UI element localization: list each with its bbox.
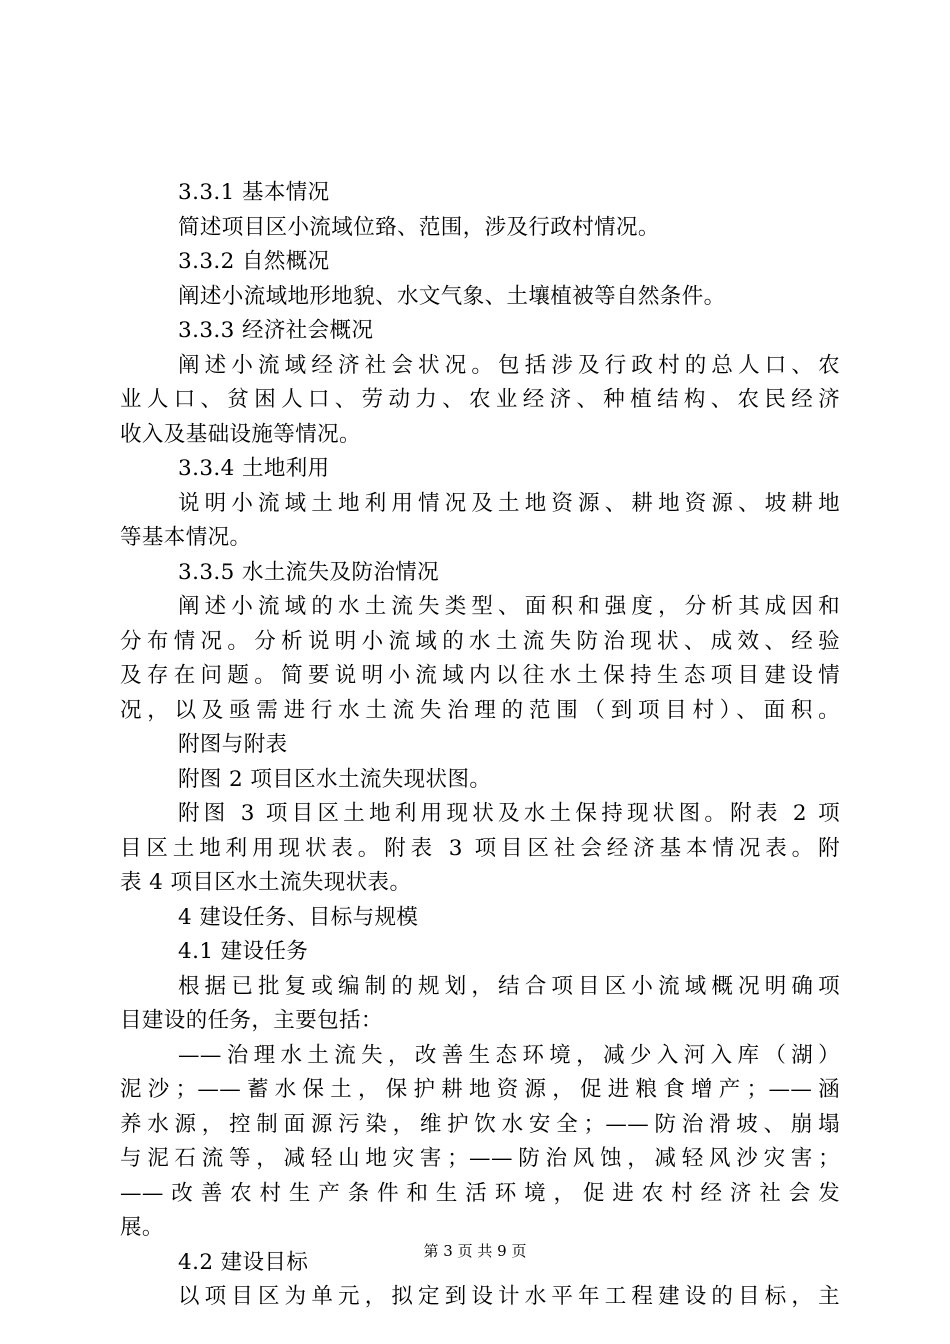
text-line: 附图 3 项目区土地利用现状及水土保持现状图。附表 2 项 xyxy=(178,801,840,826)
text-line: 4.1 建设任务 xyxy=(178,939,309,964)
text-line: 以项目区为单元，拟定到设计水平年工程建设的目标，主 xyxy=(178,1284,840,1309)
text-line: 等基本情况。 xyxy=(120,525,252,550)
text-line: 展。 xyxy=(120,1215,164,1240)
text-line: 业人口、贫困人口、劳动力、农业经济、种植结构、农民经济 xyxy=(120,387,840,412)
text-line: 根据已批复或编制的规划，结合项目区小流域概况明确项 xyxy=(178,973,840,999)
text-line: 收入及基础设施等情况。 xyxy=(120,421,361,447)
text-line: 表 4 项目区水土流失现状表。 xyxy=(120,870,412,895)
text-line: 分布情况。分析说明小流域的水土流失防治现状、成效、经验 xyxy=(120,628,840,654)
text-line: 养水源，控制面源污染，维护饮水安全；——防治滑坡、崩塌 xyxy=(120,1111,840,1137)
text-line: ——治理水土流失，改善生态环境，减少入河入库（湖） xyxy=(178,1042,840,1068)
text-line: 3.3.4 土地利用 xyxy=(178,456,330,481)
text-line: 附图 2 项目区水土流失现状图。 xyxy=(178,766,492,792)
text-line: 4.2 建设目标 xyxy=(178,1249,309,1275)
text-line: 3.3.1 基本情况 xyxy=(178,180,330,205)
text-line: 阐述小流域经济社会状况。包括涉及行政村的总人口、农 xyxy=(178,352,840,378)
text-line: ——改善农村生产条件和生活环境，促进农村经济社会发 xyxy=(120,1180,840,1206)
text-line: 泥沙；——蓄水保土，保护耕地资源，促进粮食增产；——涵 xyxy=(120,1077,840,1102)
page-footer: 第 3 页 共 9 页 xyxy=(423,1242,527,1260)
text-line: 及存在问题。简要说明小流域内以往水土保持生态项目建设情 xyxy=(120,663,840,688)
text-line: 况，以及亟需进行水土流失治理的范围（到项目村）、面积。 xyxy=(120,697,840,723)
text-line: 3.3.2 自然概况 xyxy=(178,249,330,274)
text-line: 3.3.5 水土流失及防治情况 xyxy=(178,559,440,585)
text-line: 说明小流域土地利用情况及土地资源、耕地资源、坡耕地 xyxy=(178,490,840,516)
text-line: 附图与附表 xyxy=(178,732,288,757)
text-line: 3.3.3 经济社会概况 xyxy=(178,318,374,343)
document-body xyxy=(120,176,840,1315)
text-line: 目建设的任务，主要包括： xyxy=(120,1008,383,1033)
text-line: 阐述小流域地形地貌、水文气象、土壤植被等自然条件。 xyxy=(178,283,726,309)
text-line: 目区土地利用现状表。附表 3 项目区社会经济基本情况表。附 xyxy=(120,835,840,861)
text-line: 阐述小流域的水土流失类型、面积和强度，分析其成因和 xyxy=(178,594,840,619)
text-line: 简述项目区小流域位臵、范围，涉及行政村情况。 xyxy=(178,214,660,240)
text-line: 与泥石流等，减轻山地灾害；——防治风蚀，减轻风沙灾害； xyxy=(120,1146,840,1171)
text-line: 4 建设任务、目标与规模 xyxy=(178,904,419,930)
